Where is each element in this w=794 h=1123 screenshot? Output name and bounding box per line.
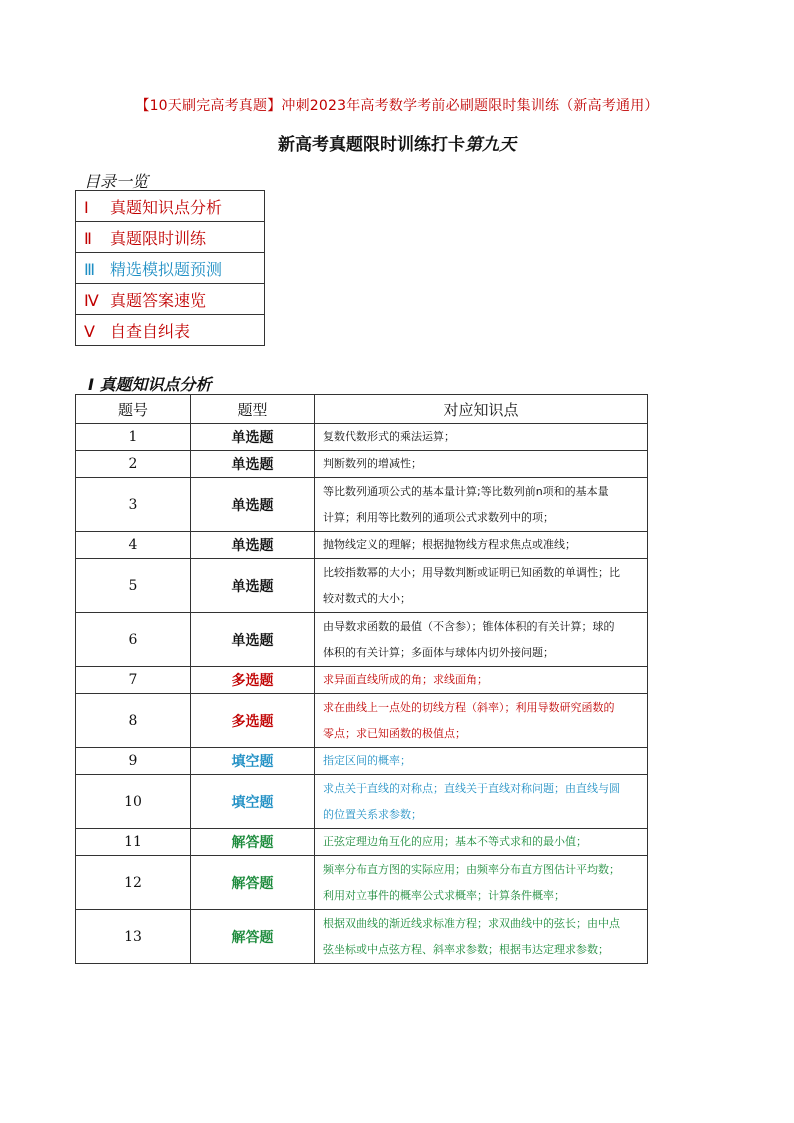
title-main: 新高考真题限时训练打卡	[278, 135, 465, 155]
knowledge-line: 抛物线定义的理解；根据抛物线方程求焦点或准线；	[323, 538, 576, 551]
column-header-type: 题型	[191, 395, 315, 424]
knowledge-line: 判断数列的增减性；	[323, 457, 422, 470]
table-row	[76, 532, 648, 559]
question-type: 填空题	[191, 748, 315, 775]
knowledge-points	[315, 910, 648, 964]
toc-item[interactable]	[76, 253, 265, 284]
knowledge-line: 正弦定理边角互化的应用；基本不等式求和的最小值；	[323, 835, 587, 848]
question-number: 9	[76, 748, 191, 775]
question-number: 12	[76, 856, 191, 910]
question-number: 11	[76, 829, 191, 856]
knowledge-line: 等比数列通项公式的基本量计算;等比数列前n项和的基本量	[323, 484, 609, 498]
knowledge-point-table	[75, 394, 648, 964]
question-type: 单选题	[191, 532, 315, 559]
question-type: 解答题	[191, 910, 315, 964]
question-number: 2	[76, 451, 191, 478]
column-header-knowledge: 对应知识点	[315, 395, 648, 424]
table-row	[76, 451, 648, 478]
knowledge-points	[315, 775, 648, 829]
toc-item[interactable]	[76, 222, 265, 253]
knowledge-points	[315, 532, 648, 559]
column-header-number: 题号	[76, 395, 191, 424]
knowledge-line: 指定区间的概率；	[323, 754, 411, 767]
knowledge-points	[315, 613, 648, 667]
table-row	[76, 424, 648, 451]
toc-row	[76, 191, 265, 222]
toc-item[interactable]	[76, 284, 265, 315]
question-type: 填空题	[191, 775, 315, 829]
title-day: 第九天	[465, 135, 516, 155]
toc-table	[75, 190, 265, 346]
knowledge-line: 体积的有关计算；多面体与球体内切外接问题；	[323, 645, 554, 659]
knowledge-points	[315, 478, 648, 532]
table-row	[76, 829, 648, 856]
toc-item-label: 精选模拟题预测	[110, 259, 223, 279]
toc-row	[76, 222, 265, 253]
knowledge-line: 较对数式的大小；	[323, 591, 411, 605]
knowledge-points	[315, 424, 648, 451]
toc-item-number: Ⅳ	[84, 290, 99, 310]
question-number: 6	[76, 613, 191, 667]
table-row	[76, 910, 648, 964]
knowledge-line: 的位置关系求参数；	[323, 807, 422, 821]
section-heading: Ⅰ 真题知识点分析	[88, 375, 212, 394]
toc-item-label: 自查自纠表	[110, 321, 191, 341]
toc-item-number: Ⅴ	[84, 321, 95, 341]
toc-row	[76, 284, 265, 315]
question-type: 单选题	[191, 478, 315, 532]
question-type: 单选题	[191, 451, 315, 478]
knowledge-points	[315, 829, 648, 856]
question-type: 单选题	[191, 559, 315, 613]
knowledge-line: 求在曲线上一点处的切线方程（斜率）；利用导数研究函数的	[323, 700, 615, 714]
question-type: 多选题	[191, 694, 315, 748]
toc-row	[76, 315, 265, 346]
table-header-row	[76, 395, 648, 424]
knowledge-line: 根据双曲线的渐近线求标准方程；求双曲线中的弦长；由中点	[323, 916, 620, 930]
knowledge-points	[315, 667, 648, 694]
knowledge-line: 利用对立事件的概率公式求概率；计算条件概率；	[323, 888, 565, 902]
question-type: 多选题	[191, 667, 315, 694]
table-row	[76, 667, 648, 694]
knowledge-line: 由导数求函数的最值（不含参）；锥体体积的有关计算；球的	[323, 619, 615, 633]
knowledge-line: 复数代数形式的乘法运算；	[323, 430, 455, 443]
toc-item[interactable]	[76, 315, 265, 346]
knowledge-line: 计算；利用等比数列的通项公式求数列中的项；	[323, 510, 554, 524]
knowledge-points	[315, 748, 648, 775]
knowledge-line: 比较指数幂的大小；用导数判断或证明已知函数的单调性；比	[323, 565, 620, 579]
toc-item-label: 真题知识点分析	[110, 197, 223, 217]
toc-item[interactable]	[76, 191, 265, 222]
knowledge-line: 频率分布直方图的实际应用；由频率分布直方图估计平均数；	[323, 862, 620, 876]
question-type: 解答题	[191, 856, 315, 910]
knowledge-points	[315, 451, 648, 478]
table-row	[76, 748, 648, 775]
question-number: 7	[76, 667, 191, 694]
toc-item-number: Ⅱ	[84, 228, 92, 248]
knowledge-line: 求点关于直线的对称点；直线关于直线对称问题；由直线与圆	[323, 781, 620, 795]
knowledge-points	[315, 559, 648, 613]
toc-item-label: 真题限时训练	[110, 228, 207, 248]
knowledge-points	[315, 694, 648, 748]
question-number: 10	[76, 775, 191, 829]
knowledge-line: 零点；求已知函数的极值点；	[323, 726, 466, 740]
question-type: 解答题	[191, 829, 315, 856]
toc-item-number: Ⅰ	[84, 197, 89, 217]
question-number: 13	[76, 910, 191, 964]
knowledge-line: 弦坐标或中点弦方程、斜率求参数；根据韦达定理求参数；	[323, 942, 609, 956]
question-type: 单选题	[191, 613, 315, 667]
table-row	[76, 559, 648, 613]
toc-item-number: Ⅲ	[84, 259, 96, 279]
question-number: 3	[76, 478, 191, 532]
toc-row	[76, 253, 265, 284]
question-number: 4	[76, 532, 191, 559]
toc-item-label: 真题答案速览	[110, 290, 207, 310]
table-row	[76, 613, 648, 667]
document-header: 【10天刷完高考真题】冲刺2023年高考数学考前必刷题限时集训练（新高考通用）	[135, 98, 659, 114]
question-number: 5	[76, 559, 191, 613]
question-number: 1	[76, 424, 191, 451]
knowledge-points	[315, 856, 648, 910]
table-row	[76, 856, 648, 910]
question-type: 单选题	[191, 424, 315, 451]
table-row	[76, 775, 648, 829]
table-row	[76, 478, 648, 532]
question-number: 8	[76, 694, 191, 748]
table-row	[76, 694, 648, 748]
knowledge-line: 求异面直线所成的角；求线面角；	[323, 673, 488, 686]
toc-heading: 目录一览	[84, 172, 149, 191]
document-title	[0, 130, 794, 155]
